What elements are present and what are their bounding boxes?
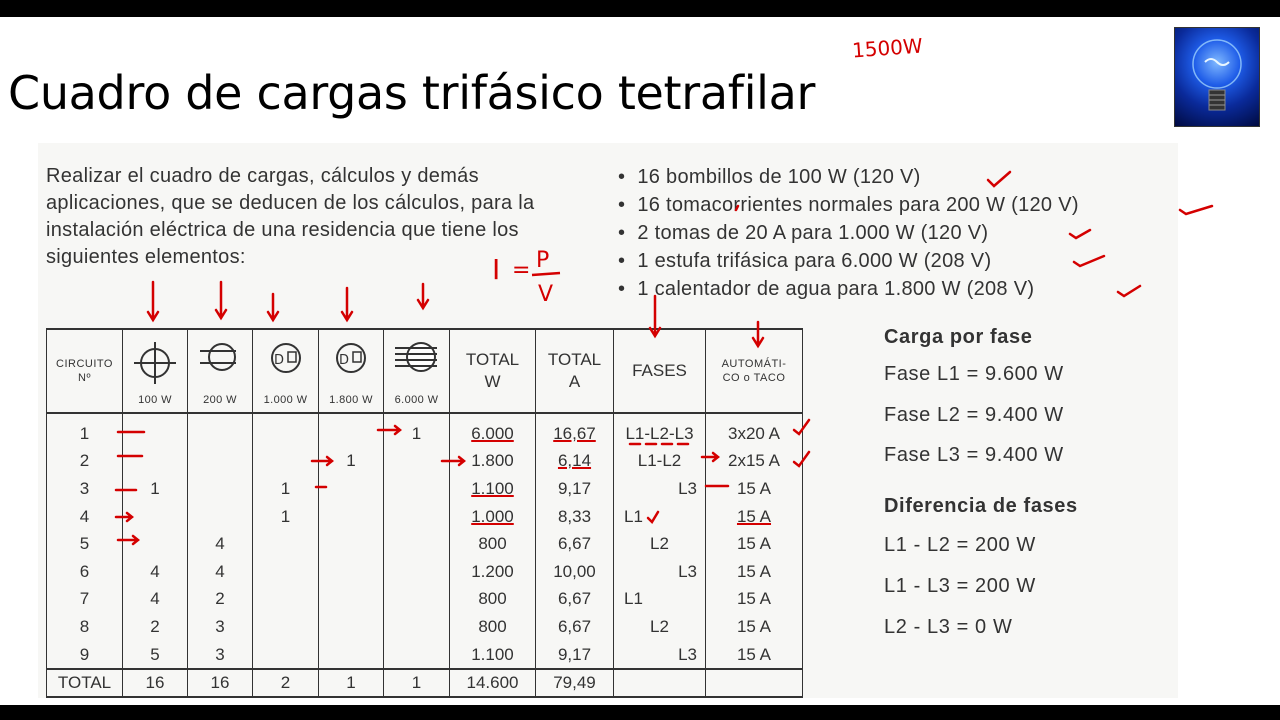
svg-text:D: D [339, 353, 350, 368]
slide-title: Cuadro de cargas trifásico tetrafilar [8, 66, 816, 120]
table-row: 9 5 3 1.100 9,17 L3 15 A [47, 641, 803, 670]
header-breaker: AUTOMÁTI- CO o TACO [706, 329, 803, 413]
header-1000w: D 1.000 W [253, 329, 319, 413]
phase-load-line: Fase L2 = 9.400 W [884, 403, 1064, 426]
handwritten-formula [478, 243, 578, 307]
formula-denominator: V [538, 282, 554, 307]
header-total-w: TOTAL W [450, 329, 536, 413]
handwritten-note: 1500W [851, 33, 924, 63]
header-200w: 200 W [188, 329, 253, 413]
table-row: 5 4 800 6,67 L2 15 A [47, 530, 803, 558]
header-1800w: D 1.800 W [319, 329, 384, 413]
lamp-symbol-icon [132, 340, 178, 386]
phase-load-summary [884, 326, 1078, 657]
list-item: • 1 estufa trifásica para 6.000 W (208 V) [618, 247, 1079, 275]
phase-diff-line: L2 - L3 = 0 W [884, 615, 1013, 638]
exercise-statement: Realizar el cuadro de cargas, cálculos y demás aplicaciones, que se deducen de los cálculos, para la instalación eléctrica de una residencia que tiene los siguientes elementos: [46, 165, 535, 268]
load-table [46, 328, 803, 698]
header-circuit: CIRCUITO Nº [47, 329, 123, 413]
list-item: • 16 bombillos de 100 W (120 V) [618, 163, 1079, 191]
table-row: 6 4 4 1.200 10,00 L3 15 A [47, 558, 803, 586]
phase-load-line: Fase L3 = 9.400 W [884, 444, 1064, 466]
svg-text:=: = [512, 258, 531, 283]
list-item: • 2 tomas de 20 A para 1.000 W (120 V) [618, 219, 1079, 247]
top-black-bar [0, 0, 1280, 17]
phase-diff-line: L1 - L3 = 200 W [884, 574, 1036, 597]
outlet-symbol-icon [198, 340, 242, 374]
lightbulb-image [1174, 27, 1260, 127]
special-outlet-icon [266, 340, 306, 376]
phase-load-heading: Carga por fase [884, 326, 1033, 348]
elements-list [618, 163, 1079, 303]
table-row: 7 4 2 800 6,67 L1 15 A [47, 586, 803, 614]
svg-text:D: D [273, 353, 284, 368]
table-row: 2 1 1.800 6,14 L1-L2 2x15 A [47, 448, 803, 476]
table-row: 3 1 1 1.100 9,17 L3 15 A [47, 475, 803, 503]
phase-load-line: Fase L1 = 9.600 W [884, 363, 1064, 385]
table-total-row: TOTAL 16 16 2 1 1 14.600 79,49 [47, 669, 803, 697]
list-item: • 16 tomacorrientes normales para 200 W (120 V) [618, 191, 1079, 219]
list-item: • 1 calentador de agua para 1.800 W (208 V) [618, 275, 1079, 303]
formula-lhs: I [492, 253, 501, 286]
header-6000w: 6.000 W [384, 329, 450, 413]
header-phases: FASES [614, 329, 706, 413]
lightbulb-icon [1175, 28, 1259, 126]
table-row: 8 2 3 800 6,67 L2 15 A [47, 613, 803, 641]
formula-numerator: P [536, 248, 550, 273]
heater-outlet-icon [331, 340, 371, 376]
bottom-black-bar [0, 705, 1280, 720]
header-100w: 100 W [123, 329, 188, 413]
phase-diff-heading: Diferencia de fases [884, 494, 1078, 517]
stove-outlet-icon [393, 340, 441, 374]
table-row: 1 1 6.000 16,67 L1-L2-L3 3x20 A [47, 413, 803, 448]
header-total-a: TOTAL A [536, 329, 614, 413]
table-row: 4 1 1.000 8,33 L1 15 A [47, 503, 803, 531]
phase-diff-line: L1 - L2 = 200 W [884, 533, 1036, 556]
